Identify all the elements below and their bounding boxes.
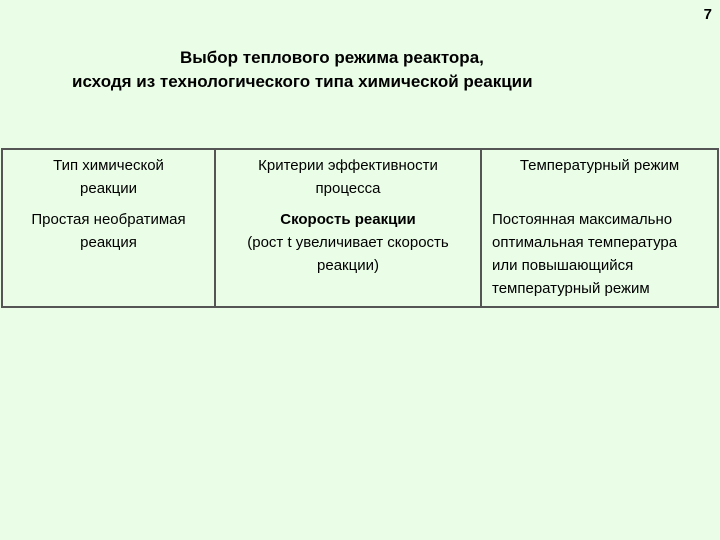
title-line-2: исходя из технологического типа химической реакции — [72, 72, 533, 91]
title-line-1: Выбор теплового режима реактора, — [180, 48, 484, 67]
slide-title — [0, 46, 720, 94]
header-temperature-mode: Температурный режим — [481, 149, 718, 206]
cell-temperature-mode: Постоянная максимально оптимальная температура или повышающийся температурный режим — [481, 206, 718, 307]
table-header-row — [2, 149, 718, 206]
header-efficiency-criteria: Критерии эффективности процесса — [215, 149, 481, 206]
header-reaction-type: Тип химической реакции — [2, 149, 215, 206]
page-number: 7 — [703, 6, 712, 23]
reaction-mode-table — [1, 148, 719, 308]
table-row — [2, 206, 718, 307]
cell-efficiency-criteria: Скорость реакции (рост t увеличивает скорость реакции) — [215, 206, 481, 307]
cell-reaction-type: Простая необратимая реакция — [2, 206, 215, 307]
